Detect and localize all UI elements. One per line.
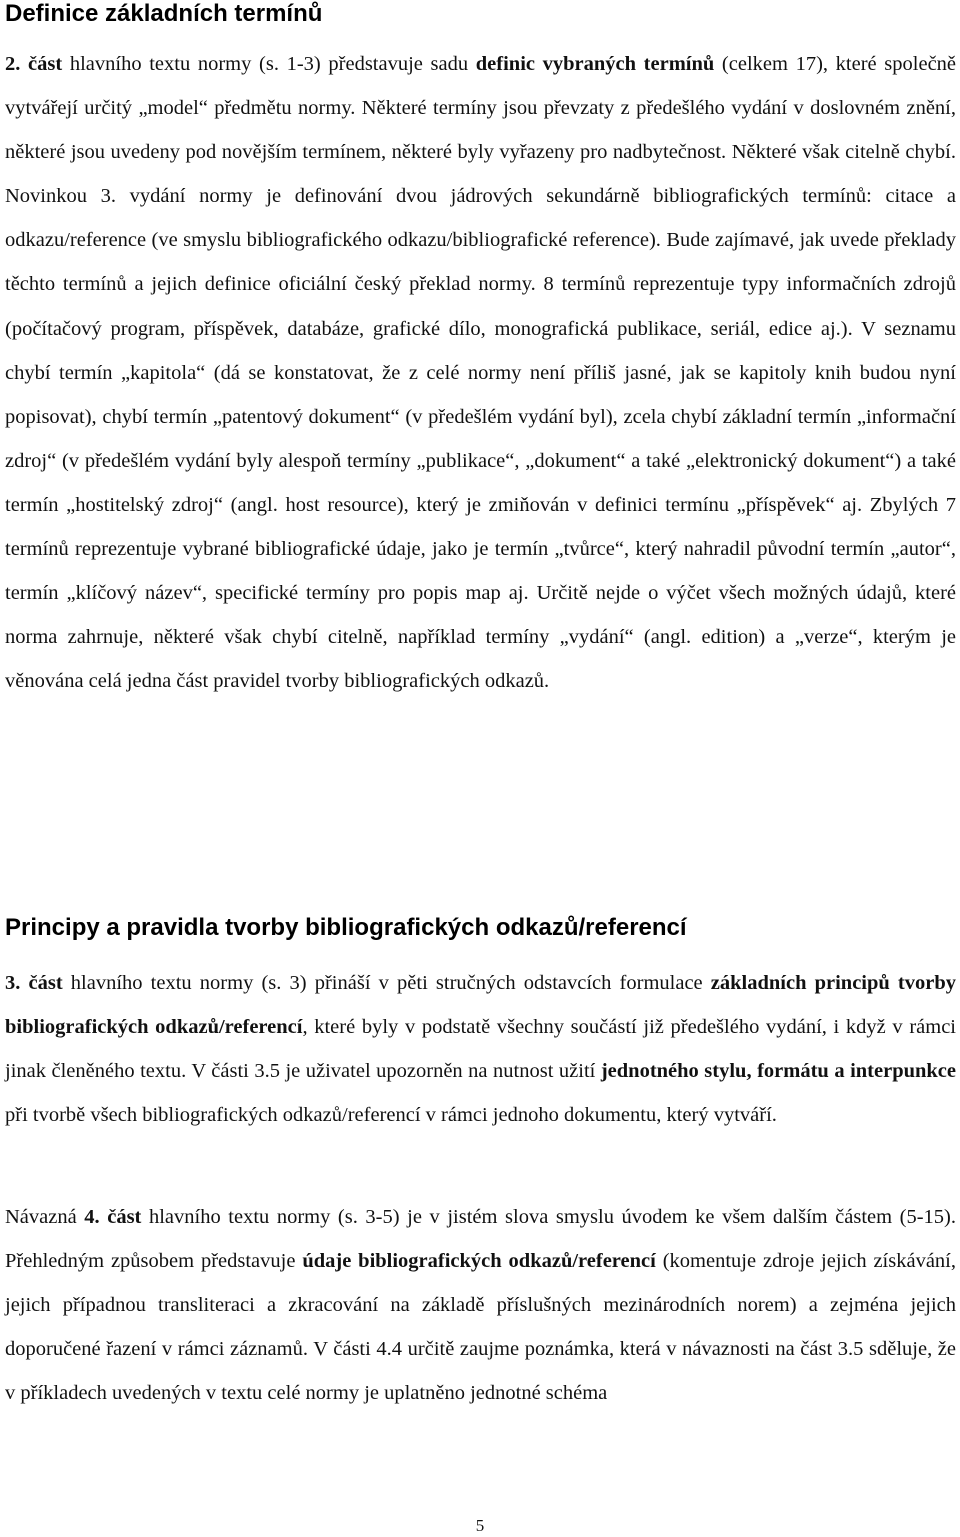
text-run: (celkem 17), které společně vytvářejí určitý „model“ předmětu normy. Některé termíny jsou převzaty z předešlého vydání v doslovném znění, některé jsou uvedeny pod novějším termínem, některé byly vyřazeny pro nadbytečnost. Některé však citelně chybí. Novinkou 3. vydání normy je definování dvou jádrových sekundárně bibliografických termínů: citace a odkazu/reference (ve smyslu bibliografického odkazu/bibliografické reference). Bude zajímavé, jak uvede překlady těchto termínů a jejich definice oficiální český překlad normy. 8 termínů reprezentuje typy informačních zdrojů (počítačový program, příspěvek, databáze, grafické dílo, monografická publikace, seriál, edice aj.). V seznamu chybí termín „kapitola“ (dá se konstatovat, že z celé normy není příliš jasné, jak se kapitoly knih budou nyní popisovat), chybí termín „patentový dokument“ (v předešlém vydání byl), zcela chybí základní termín „informační zdroj“ (v předešlém vydání byly alespoň termíny „publikace“, „dokument“ a také „elektronický dokument“) a také termín „hostitelský zdroj“ (angl. host resource), který je zmiňován v definici termínu „příspěvek“ aj. Zbylých 7 termínů reprezentuje vybrané bibliografické údaje, jako je termín „tvůrce“, který nahradil původní termín „autor“, termín „klíčový název“, specifické termíny pro popis map aj. Určitě nejde o výčet všech možných údajů, které norma zahrnuje, některé však chybí citelně, například termíny „vydání“ (angl. edition) a „verze“, kterým je věnována celá jedna část pravidel tvorby bibliografických odkazů. [5, 53, 957, 693]
text-run: Návazná [5, 1206, 85, 1228]
text-run: hlavního textu normy (s. 3) přináší v pěti stručných odstavcích formulace [62, 972, 711, 994]
bold-text-run: základních principů tvorby bibliografických odkazů/referencí [5, 972, 957, 1039]
text-run: (komentuje zdroje jejich získávání, jejich případnou transliteraci a zkracování na základě příslušných mezinárodních norem) a zejména jejich doporučené řazení v rámci záznamů. V části 4.4 určitě zaujme poznámka, která v návaznosti na část 3.5 sděluje, že v příkladech uvedených v textu celé normy je uplatněno jednotné schéma [5, 1250, 956, 1405]
section-heading-definitions: Definice základních termínů [5, 0, 323, 27]
text-run: , které byly v podstatě všechny součástí již předešlého vydání, i když v rámci jinak členěného textu. V části 3.5 je uživatel upozorněn na nutnost užití [5, 1016, 956, 1083]
paragraph-principles-part-4 [5, 1195, 956, 1415]
paragraph-definitions [5, 42, 956, 703]
bold-text-run: 2. část [5, 53, 63, 75]
text-run: hlavního textu normy (s. 3-5) je v jistém slova smyslu úvodem ke všem dalším částem (5-15). Přehledným způsobem představuje [5, 1206, 956, 1273]
text-run: při tvorbě všech bibliografických odkazů/referencí v rámci jednoho dokumentu, který vytváří. [5, 1104, 777, 1127]
bold-text-run: jednotného stylu, formátu a interpunkce [600, 1060, 956, 1083]
text-run: hlavního textu normy (s. 1-3) představuje sadu [62, 53, 476, 75]
bold-text-run: 4. část [84, 1206, 142, 1228]
bold-text-run: údaje bibliografických odkazů/referencí [302, 1250, 656, 1273]
bold-text-run: definic vybraných termínů [475, 53, 715, 75]
section-heading-principles: Principy a pravidla tvorby bibliografických odkazů/referencí [5, 914, 687, 941]
page-number: 5 [475, 1516, 485, 1535]
bold-text-run: 3. část [5, 972, 63, 994]
paragraph-principles-part-3 [5, 961, 956, 1137]
